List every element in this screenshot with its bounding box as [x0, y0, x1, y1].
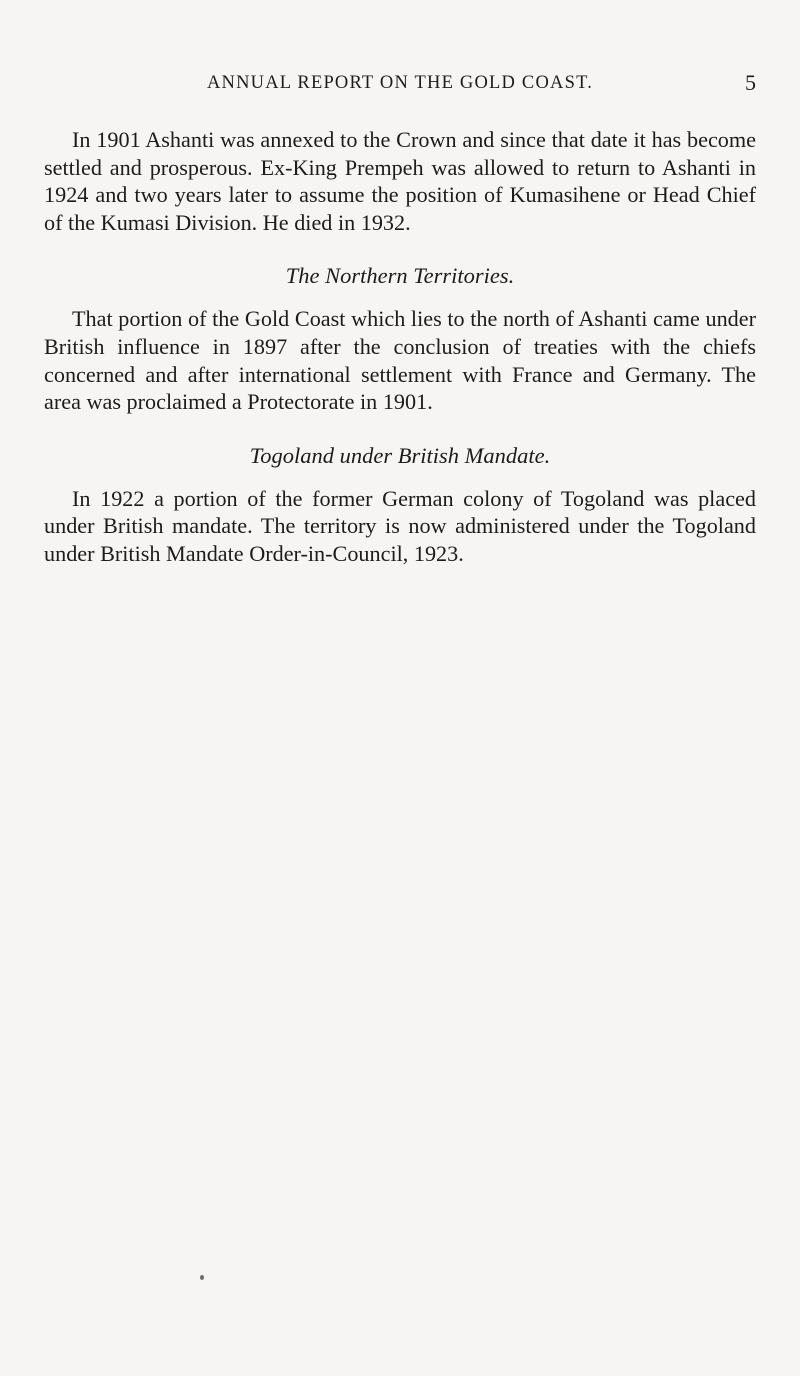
paragraph-northern-territories: That portion of the Gold Coast which lies to the north of Ashanti came under British influence in 1897 after the conclusion of treaties with the chiefs concerned and after international settlement with France and Germany. The area was proclaimed a Protectorate in 1901. — [44, 306, 756, 415]
heading-northern-territories: The Northern Territories. — [285, 263, 515, 289]
running-title: ANNUAL REPORT ON THE GOLD COAST. — [206, 73, 594, 93]
ink-speck — [200, 1275, 204, 1280]
running-header — [44, 66, 756, 100]
page-number: 5 — [745, 70, 756, 95]
body-text — [44, 126, 756, 568]
heading-togoland: Togoland under British Mandate. — [249, 442, 551, 468]
paragraph-togoland: In 1922 a portion of the former German colony of Togoland was placed under British mandate. The territory is now administered under the Togoland under British Mandate Order-in-Council, 1923. — [44, 485, 756, 566]
paragraph-ashanti: In 1901 Ashanti was annexed to the Crown and since that date it has become settled and prosperous. Ex-King Prempeh was allowed to return to Ashanti in 1924 and two years later to assume the position of Kumasihene or Head Chief of the Kumasi Division. He died in 1932. — [44, 127, 756, 235]
